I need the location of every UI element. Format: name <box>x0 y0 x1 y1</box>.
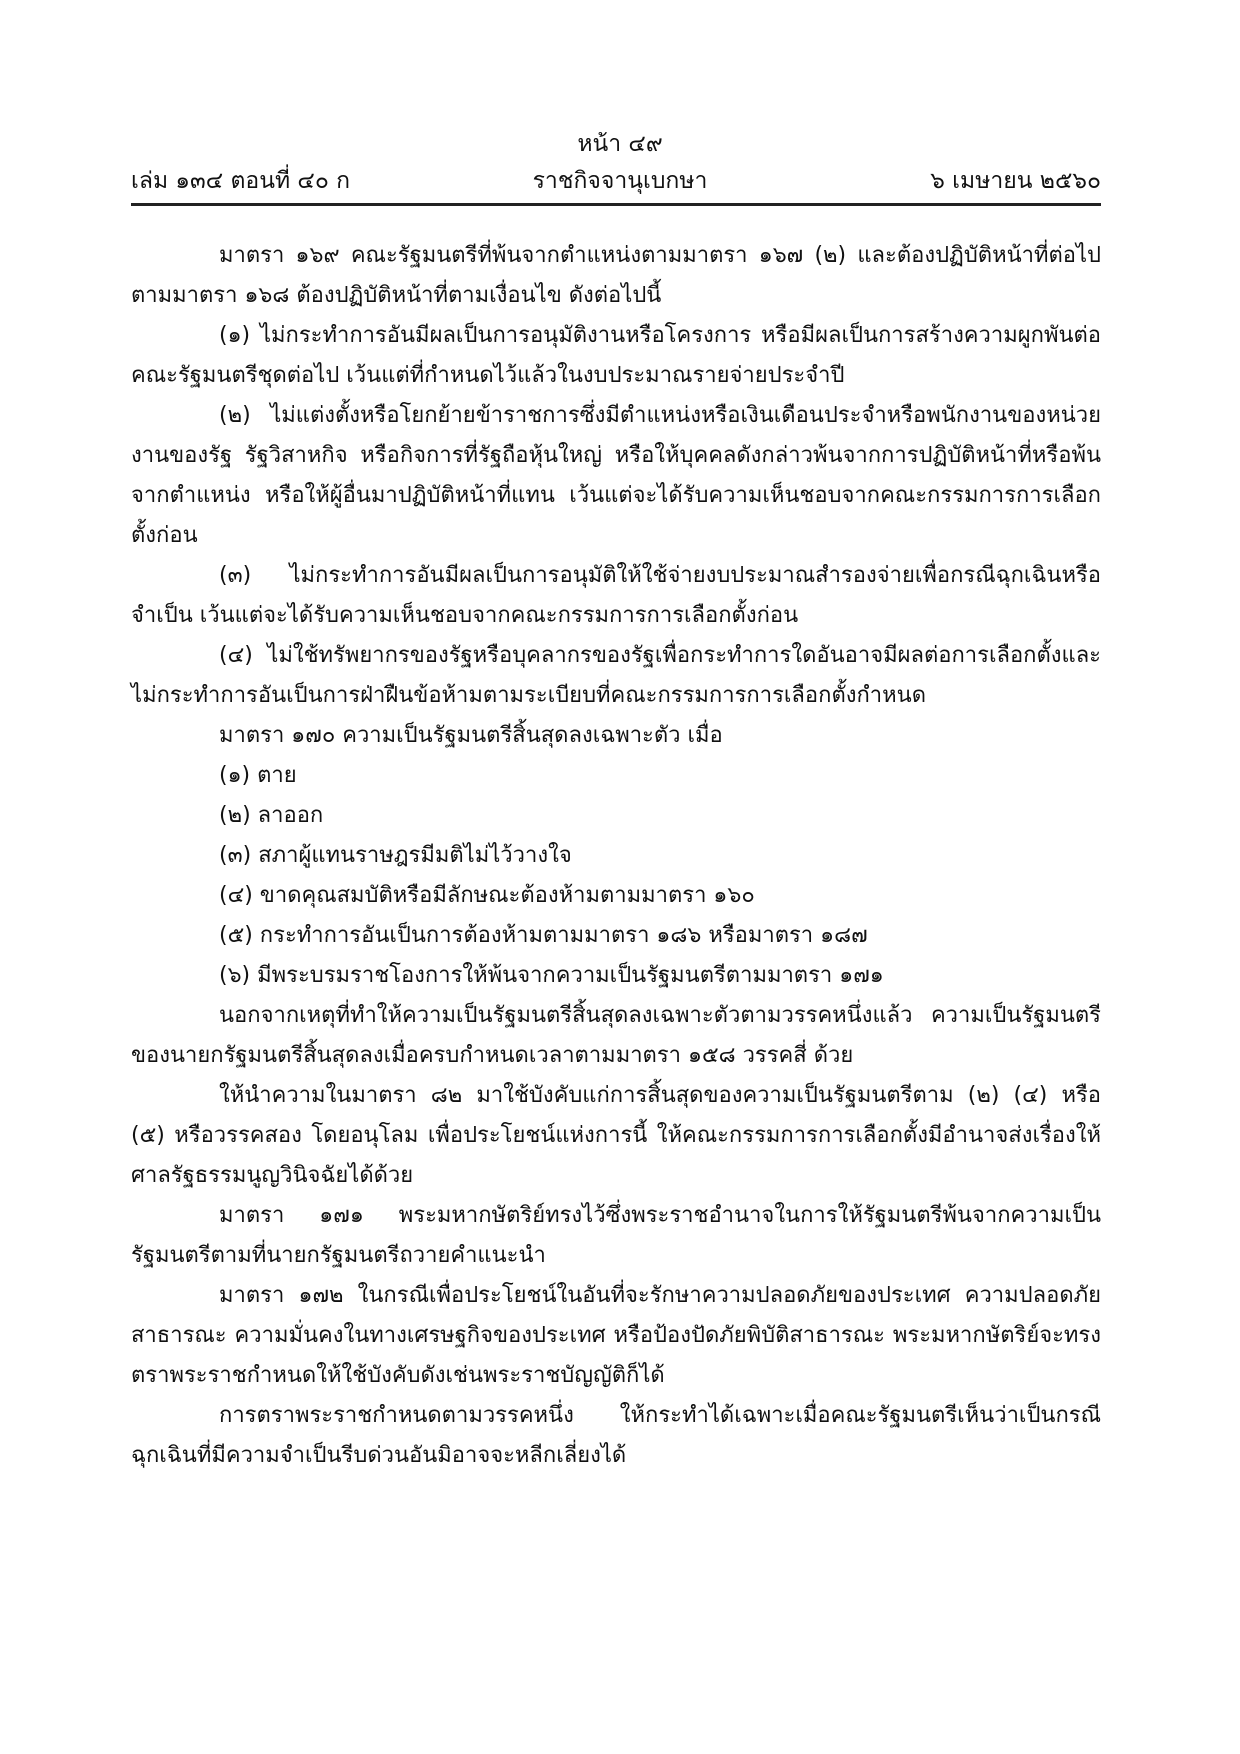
section-170-item-3: (๓) สภาผู้แทนราษฎรมีมติไม่ไว้วางใจ <box>219 843 572 868</box>
section-170-paragraph-2: นอกจากเหตุที่ทำให้ความเป็นรัฐมนตรีสิ้นสุดลงเฉพาะตัวตามวรรคหนึ่งแล้ว ความเป็นรัฐมนตรีของนายกรัฐมนตรีสิ้นสุดลงเมื่อครบกำหนดเวลาตามมาตรา ๑๕๘ วรรคสี่ ด้วย <box>131 1003 1101 1068</box>
section-169-clause-4: (๔) ไม่ใช้ทรัพยากรของรัฐหรือบุคลากรของรัฐเพื่อกระทำการใดอันอาจมีผลต่อการเลือกตั้งและไม่กระทำการอันเป็นการฝ่าฝืนข้อห้ามตามระเบียบที่คณะกรรมการการเลือกตั้งกำหนด <box>131 643 1101 708</box>
section-172-paragraph-2: การตราพระราชกำหนดตามวรรคหนึ่ง ให้กระทำได้เฉพาะเมื่อคณะรัฐมนตรีเห็นว่าเป็นกรณีฉุกเฉินที่มีความจำเป็นรีบด่วนอันมิอาจจะหลีกเลี่ยงได้ <box>131 1403 1101 1468</box>
section-170: มาตรา ๑๗๐ ความเป็นรัฐมนตรีสิ้นสุดลงเฉพาะตัว เมื่อ <box>219 723 723 748</box>
volume-issue: เล่ม ๑๓๔ ตอนที่ ๔๐ ก <box>131 168 351 194</box>
section-170-item-2: (๒) ลาออก <box>219 803 324 828</box>
section-169-clause-1: (๑) ไม่กระทำการอันมีผลเป็นการอนุมัติงานหรือโครงการ หรือมีผลเป็นการสร้างความผูกพันต่อคณะรัฐมนตรีชุดต่อไป เว้นแต่ที่กำหนดไว้แล้วในงบประมาณรายจ่ายประจำปี <box>131 323 1101 388</box>
section-170-item-1: (๑) ตาย <box>219 763 297 788</box>
section-169-clause-2: (๒) ไม่แต่งตั้งหรือโยกย้ายข้าราชการซึ่งมีตำแหน่งหรือเงินเดือนประจำหรือพนักงานของหน่วยงานของรัฐ รัฐวิสาหกิจ หรือกิจการที่รัฐถือหุ้นใหญ่ หรือให้บุคคลดังกล่าวพ้นจากการปฏิบัติหน้าที่หรือพ้นจากตำแหน่ง หรือให้ผู้อื่นมาปฏิบัติหน้าที่แทน เว้นแต่จะได้รับความเห็นชอบจากคณะกรรมการการเลือกตั้งก่อน <box>131 403 1101 548</box>
section-169: มาตรา ๑๖๙ คณะรัฐมนตรีที่พ้นจากตำแหน่งตามมาตรา ๑๖๗ (๒) และต้องปฏิบัติหน้าที่ต่อไปตามมาตรา ๑๖๘ ต้องปฏิบัติหน้าที่ตามเงื่อนไข ดังต่อไปนี้ <box>131 243 1101 308</box>
page-number: หน้า ๔๙ <box>577 131 663 157</box>
section-170-paragraph-3: ให้นำความในมาตรา ๘๒ มาใช้บังคับแก่การสิ้นสุดของความเป็นรัฐมนตรีตาม (๒) (๔) หรือ (๕) หรือวรรคสอง โดยอนุโลม เพื่อประโยชน์แห่งการนี้ ให้คณะกรรมการการเลือกตั้งมีอำนาจส่งเรื่องให้ศาลรัฐธรรมนูญวินิจฉัยได้ด้วย <box>131 1083 1101 1188</box>
section-170-item-6: (๖) มีพระบรมราชโองการให้พ้นจากความเป็นรัฐมนตรีตามมาตรา ๑๗๑ <box>219 963 884 988</box>
section-169-clause-3: (๓) ไม่กระทำการอันมีผลเป็นการอนุมัติให้ใช้จ่ายงบประมาณสำรองจ่ายเพื่อกรณีฉุกเฉินหรือจำเป็น เว้นแต่จะได้รับความเห็นชอบจากคณะกรรมการการเลือกตั้งก่อน <box>131 563 1101 628</box>
document-body <box>131 236 1101 1476</box>
section-171: มาตรา ๑๗๑ พระมหากษัตริย์ทรงไว้ซึ่งพระราชอำนาจในการให้รัฐมนตรีพ้นจากความเป็นรัฐมนตรีตามที่นายกรัฐมนตรีถวายคำแนะนำ <box>131 1203 1101 1268</box>
gazette-name: ราชกิจจานุเบกษา <box>532 168 708 194</box>
publication-date: ๖ เมษายน ๒๕๖๐ <box>930 168 1101 194</box>
section-172: มาตรา ๑๗๒ ในกรณีเพื่อประโยชน์ในอันที่จะรักษาความปลอดภัยของประเทศ ความปลอดภัยสาธารณะ ความมั่นคงในทางเศรษฐกิจของประเทศ หรือป้องปัดภัยพิบัติสาธารณะ พระมหากษัตริย์จะทรงตราพระราชกำหนดให้ใช้บังคับดังเช่นพระราชบัญญัติก็ได้ <box>131 1283 1101 1388</box>
header-divider <box>131 203 1101 206</box>
section-170-item-4: (๔) ขาดคุณสมบัติหรือมีลักษณะต้องห้ามตามมาตรา ๑๖๐ <box>219 883 755 908</box>
section-170-item-5: (๕) กระทำการอันเป็นการต้องห้ามตามมาตรา ๑๘๖ หรือมาตรา ๑๘๗ <box>219 923 868 948</box>
